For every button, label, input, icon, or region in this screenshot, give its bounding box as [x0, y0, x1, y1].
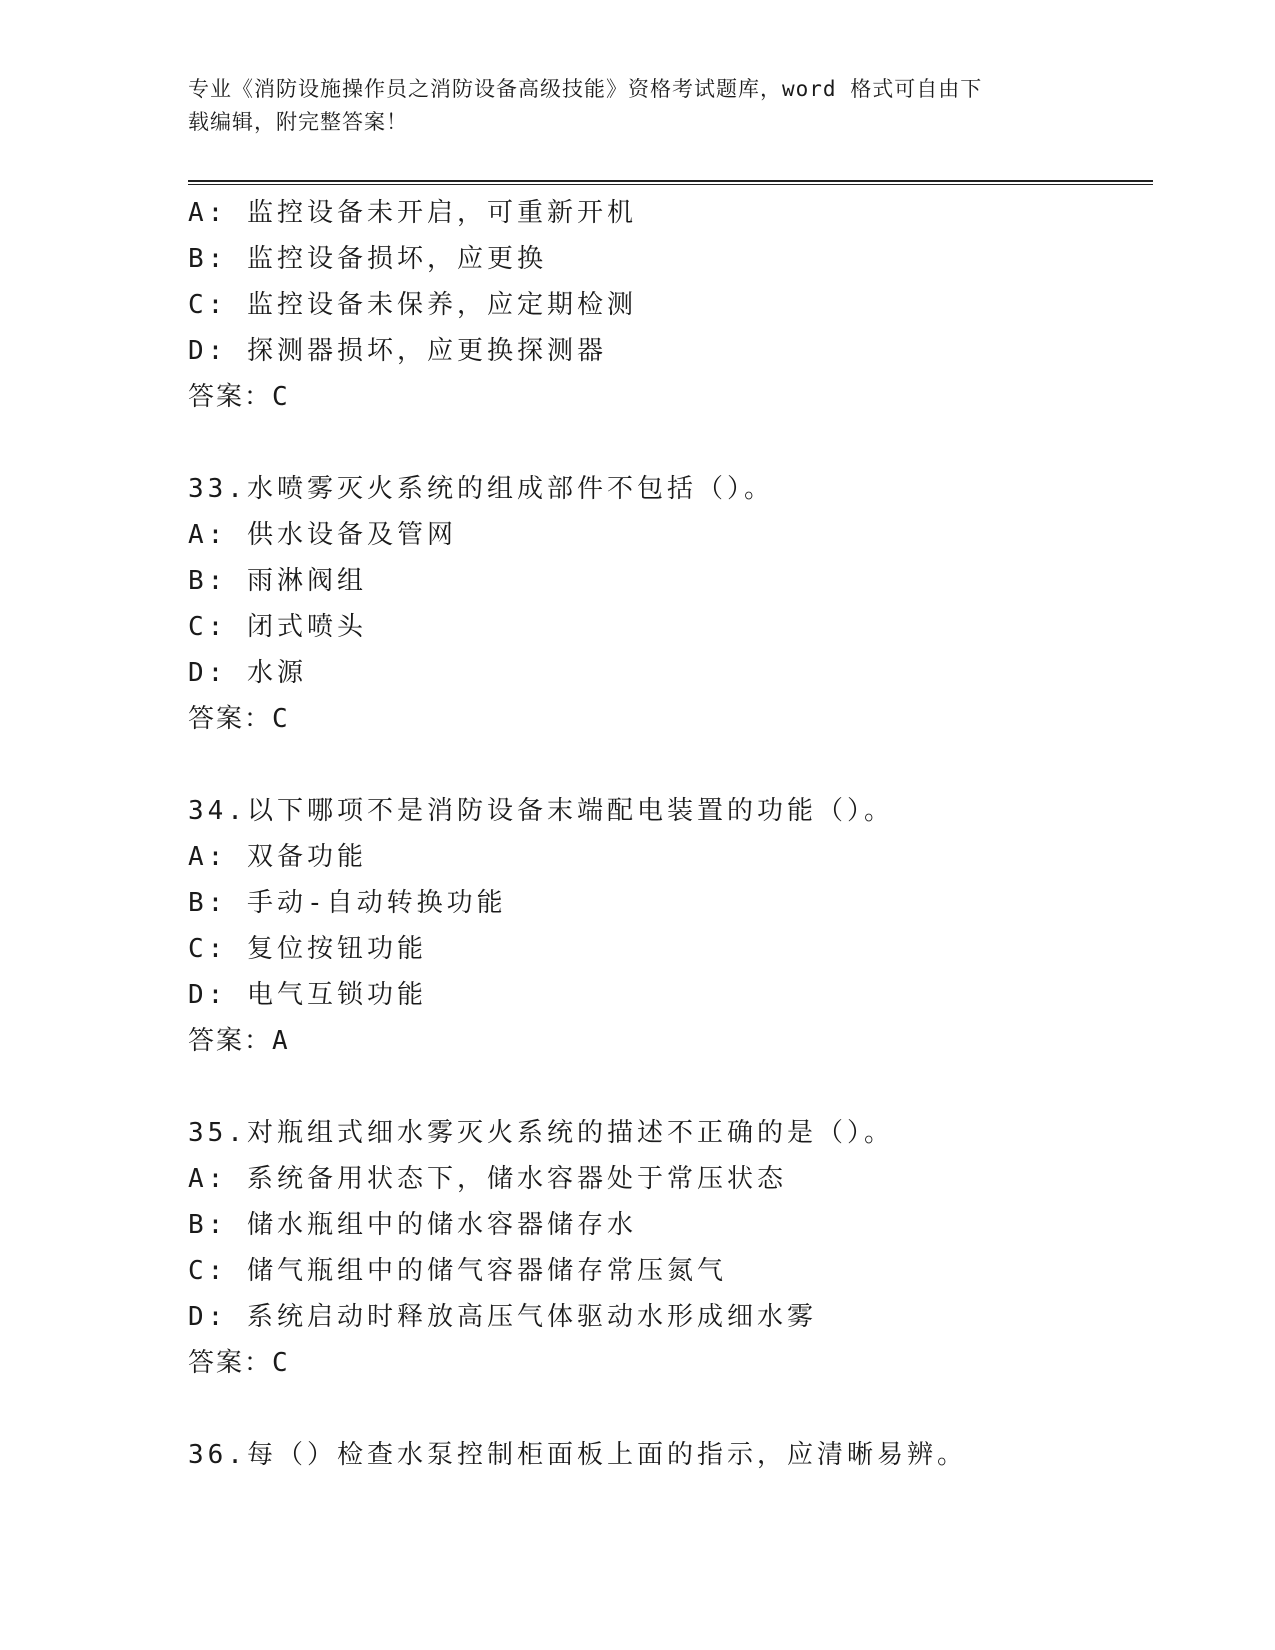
question-block-33 [188, 466, 1148, 742]
question-stem: 36.每（）检查水泵控制柜面板上面的指示，应清晰易辨。 [188, 1440, 967, 1470]
question-block-36 [188, 1432, 1148, 1478]
header-divider-thick [188, 180, 1153, 182]
answer-label: 答案： [188, 1348, 273, 1378]
answer-value: C [272, 382, 290, 412]
spacer [188, 420, 1148, 466]
question-block-34 [188, 788, 1148, 1064]
document-header [188, 73, 1088, 139]
option-d: D: 系统启动时释放高压气体驱动水形成细水雾 [188, 1302, 817, 1332]
option-d: D: 探测器损坏，应更换探测器 [188, 336, 607, 366]
option-c: C: 监控设备未保养，应定期检测 [188, 290, 637, 320]
answer-line [188, 1018, 1148, 1064]
option-a: A: 系统备用状态下，储水容器处于常压状态 [188, 1164, 787, 1194]
answer-line [188, 1340, 1148, 1386]
header-line-2: 载编辑，附完整答案！ [188, 110, 408, 134]
answer-line [188, 374, 1148, 420]
option-d: D: 电气互锁功能 [188, 980, 427, 1010]
question-block-35 [188, 1110, 1148, 1386]
option-b: B: 储水瓶组中的储水容器储存水 [188, 1210, 637, 1240]
option-a: A: 双备功能 [188, 842, 367, 872]
answer-label: 答案： [188, 704, 273, 734]
header-divider-thin [188, 184, 1153, 185]
option-a: A: 监控设备未开启，可重新开机 [188, 198, 637, 228]
option-a: A: 供水设备及管网 [188, 520, 457, 550]
answer-value: A [272, 1026, 290, 1056]
answer-label: 答案： [188, 1026, 273, 1056]
question-stem: 33.水喷雾灭火系统的组成部件不包括（）。 [188, 474, 774, 504]
answer-value: C [272, 1348, 290, 1378]
spacer [188, 1386, 1148, 1432]
question-list [188, 190, 1148, 1478]
spacer [188, 1064, 1148, 1110]
option-c: C: 闭式喷头 [188, 612, 367, 642]
answer-label: 答案： [188, 382, 273, 412]
question-stem: 35.对瓶组式细水雾灭火系统的描述不正确的是（）。 [188, 1118, 894, 1148]
option-b: B: 手动-自动转换功能 [188, 888, 507, 918]
answer-value: C [272, 704, 290, 734]
option-d: D: 水源 [188, 658, 307, 688]
header-line-1: 专业《消防设施操作员之消防设备高级技能》资格考试题库，word 格式可自由下 [188, 77, 983, 101]
answer-line [188, 696, 1148, 742]
option-c: C: 储气瓶组中的储气容器储存常压氮气 [188, 1256, 727, 1286]
question-stem: 34.以下哪项不是消防设备末端配电装置的功能（）。 [188, 796, 894, 826]
option-b: B: 监控设备损坏，应更换 [188, 244, 547, 274]
option-c: C: 复位按钮功能 [188, 934, 427, 964]
spacer [188, 742, 1148, 788]
option-b: B: 雨淋阀组 [188, 566, 367, 596]
question-block-partial [188, 190, 1148, 420]
